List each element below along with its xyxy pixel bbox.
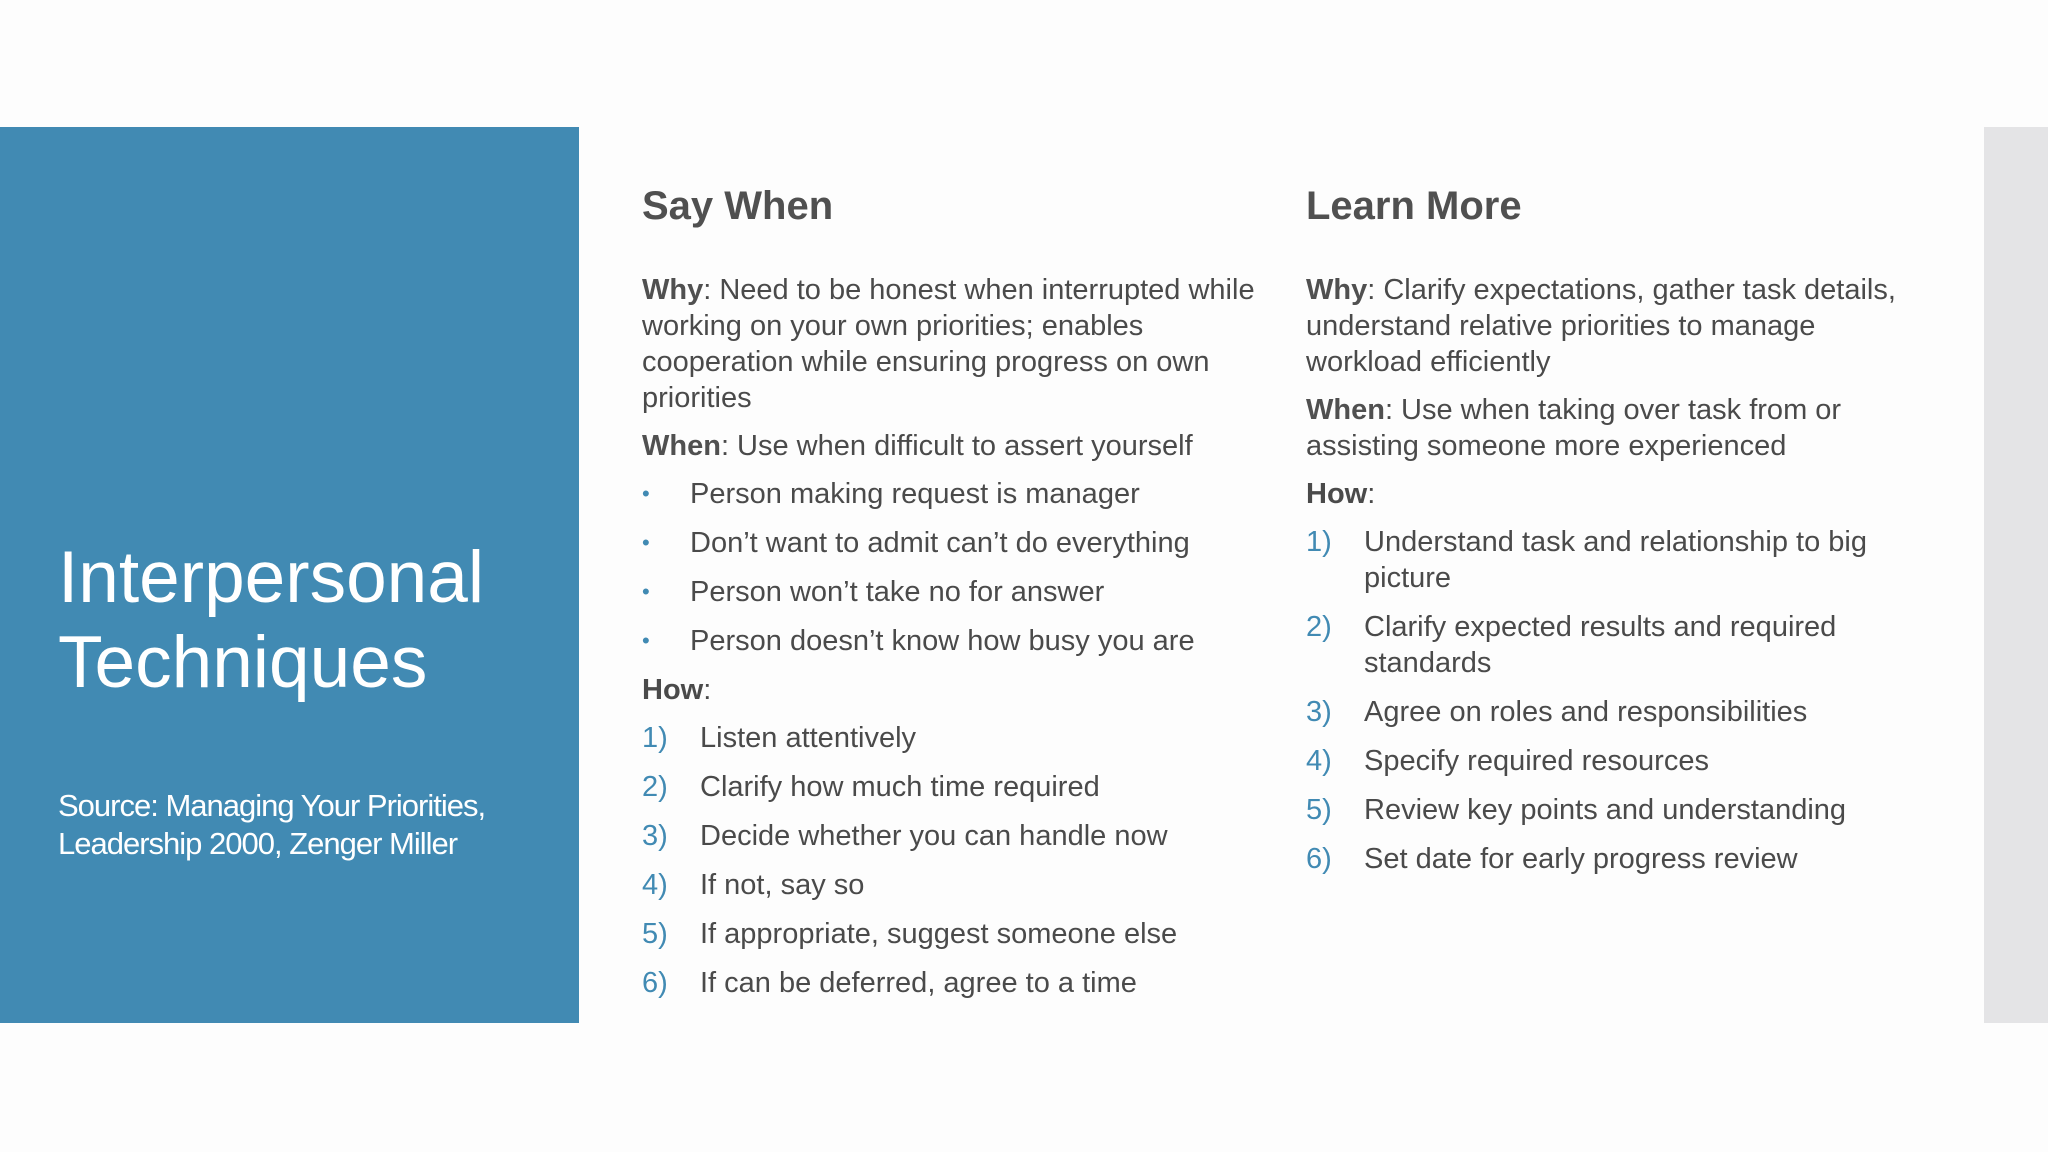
step-number: 5): [1306, 794, 1332, 826]
how-suffix: :: [703, 674, 712, 706]
say-when-steps: [642, 720, 1262, 1001]
step-text: Clarify how much time required: [700, 771, 1100, 803]
bullet-icon: •: [642, 628, 650, 653]
list-item: [642, 476, 1262, 512]
learn-more-heading: Learn More: [1306, 184, 1522, 228]
list-item: [1306, 743, 1896, 779]
list-item: [1306, 792, 1896, 828]
bullet-icon: •: [642, 579, 650, 604]
learn-more-steps: [1306, 524, 1896, 877]
step-text: Review key points and understanding: [1364, 794, 1847, 826]
list-item: [1306, 524, 1896, 596]
step-text: If appropriate, suggest someone else: [700, 918, 1178, 950]
step-number: 6): [642, 967, 668, 999]
learn-more-column: [1306, 180, 1896, 890]
step-text: Decide whether you can handle now: [700, 820, 1168, 852]
list-item: [1306, 609, 1896, 681]
step-number: 1): [1306, 526, 1332, 558]
why-text: : Clarify expectations, gather task details, understand relative priorities to manage workload efficiently: [1306, 274, 1896, 378]
how-label: How: [642, 674, 704, 706]
step-number: 2): [1306, 611, 1332, 643]
why-label: Why: [1306, 274, 1368, 306]
bullet-icon: •: [642, 481, 650, 506]
right-edge-strip: [1984, 127, 2048, 1023]
list-item: [642, 769, 1262, 805]
list-item: [642, 574, 1262, 610]
learn-more-how: [1306, 476, 1896, 512]
say-when-how: [642, 672, 1262, 708]
step-text: Clarify expected results and required standards: [1364, 611, 1837, 679]
step-number: 1): [642, 722, 668, 754]
source-line2: Leadership 2000, Zenger Miller: [58, 826, 458, 861]
step-number: 4): [1306, 745, 1332, 777]
learn-more-when: [1306, 392, 1896, 464]
step-number: 4): [642, 869, 668, 901]
slide-title: [58, 535, 558, 705]
how-suffix: :: [1367, 478, 1376, 510]
list-item: [1306, 841, 1896, 877]
source-citation: [58, 787, 558, 863]
step-number: 3): [1306, 696, 1332, 728]
when-text: : Use when difficult to assert yourself: [720, 430, 1193, 462]
step-number: 5): [642, 918, 668, 950]
step-text: If can be deferred, agree to a time: [700, 967, 1137, 999]
title-panel: [0, 127, 579, 1023]
how-label: How: [1306, 478, 1368, 510]
list-item: [642, 623, 1262, 659]
learn-more-why: [1306, 272, 1896, 380]
say-when-column: [642, 180, 1262, 1014]
step-text: Understand task and relationship to big picture: [1364, 526, 1867, 594]
list-item: [642, 965, 1262, 1001]
when-label: When: [642, 430, 721, 462]
when-label: When: [1306, 394, 1385, 426]
list-item-text: Person making request is manager: [690, 478, 1140, 510]
list-item: [642, 720, 1262, 756]
list-item: [642, 916, 1262, 952]
step-text: If not, say so: [700, 869, 865, 901]
list-item-text: Person won’t take no for answer: [690, 576, 1105, 608]
say-when-heading: Say When: [642, 184, 834, 228]
step-text: Specify required resources: [1364, 745, 1709, 777]
list-item: [1306, 694, 1896, 730]
list-item: [642, 818, 1262, 854]
bullet-icon: •: [642, 530, 650, 555]
slide-title-line2: Techniques: [58, 622, 428, 703]
slide-title-line1: Interpersonal: [58, 537, 485, 618]
why-text: : Need to be honest when interrupted while working on your own priorities; enables cooperation while ensuring progress on own priorities: [642, 274, 1255, 414]
step-number: 2): [642, 771, 668, 803]
step-number: 3): [642, 820, 668, 852]
step-number: 6): [1306, 843, 1332, 875]
step-text: Listen attentively: [700, 722, 917, 754]
say-when-why: [642, 272, 1262, 416]
list-item-text: Person doesn’t know how busy you are: [690, 625, 1195, 657]
say-when-when: [642, 428, 1262, 464]
list-item: [642, 525, 1262, 561]
when-text: : Use when taking over task from or assisting someone more experienced: [1306, 394, 1842, 462]
say-when-bullet-list: [642, 476, 1262, 659]
list-item-text: Don’t want to admit can’t do everything: [690, 527, 1190, 559]
list-item: [642, 867, 1262, 903]
step-text: Set date for early progress review: [1364, 843, 1798, 875]
step-text: Agree on roles and responsibilities: [1364, 696, 1808, 728]
source-line1: Source: Managing Your Priorities,: [58, 788, 486, 823]
why-label: Why: [642, 274, 704, 306]
